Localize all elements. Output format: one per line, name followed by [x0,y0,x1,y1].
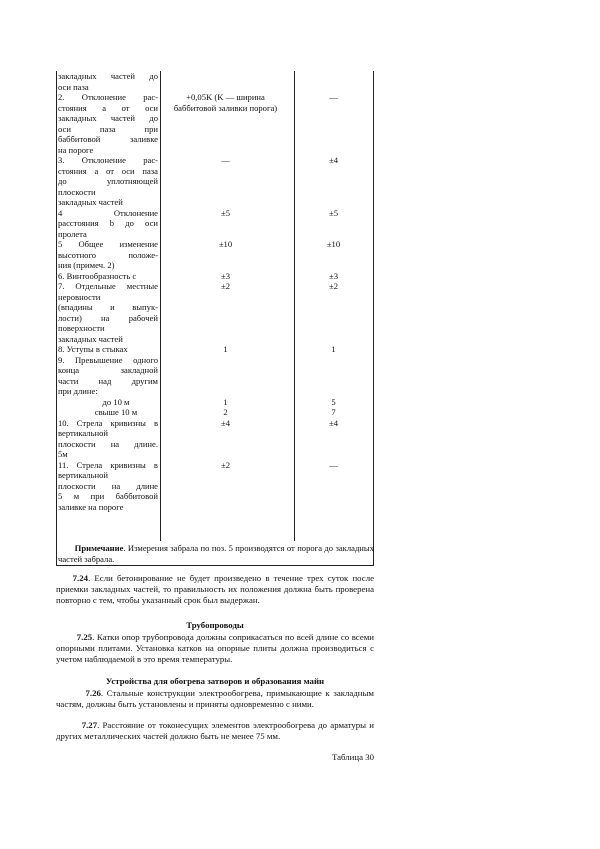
table-row-label [58,155,158,208]
label-line: плоскости [58,186,96,197]
table-row-value-1: ±5 [220,207,230,218]
table-row-label [58,208,158,240]
table-row-value-2: — [329,92,338,102]
label-line: закладных частей [58,333,123,344]
table-row-value-2: 1 [331,344,336,354]
table-row-value-2: — [329,459,338,470]
paragraph-text: . Катки опор трубопровода должны соприкасаться по всей длине со всеми опорными плитами. Установка катков на опорные плиты должна производиться с учетом наблюдаемой в это время температуры. [56,632,375,665]
label-line: 7. Отдельные местные [58,281,158,291]
table-row-value-1: — [221,155,230,165]
label-line: оси паза при [58,123,158,134]
paragraph-text: . Стальные конструкции электрообогрева, примыкающие к закладным частям, должны быть установлены и приняты одновременно с ними. [56,688,374,710]
paragraph-number: 7.24 [72,573,89,583]
table-row-value-1: ±4 [220,417,230,428]
paragraph-7-27 [56,720,374,742]
table-row-label [58,407,166,418]
table-row-value-1: +0,05K (K — ширина баббитовой заливки порога) [173,92,278,113]
label-line: 11. Стрела кривизны в [58,459,158,470]
table-row-value-2: ±4 [328,155,338,165]
table-row-label [58,460,158,513]
table-caption: Таблица 30 [331,752,374,762]
table-right-border [373,71,374,566]
label-line: пролета [58,228,87,239]
label-line: 5 Общее изменение [58,239,158,249]
label-line: расстояния b до оси [58,218,158,228]
label-line: до 10 м [102,396,130,407]
table-row-value-1: 1 [223,344,228,354]
label-line: (впадины и выпук- [58,302,158,312]
table-note-text: . Измерения забрала по поз. 5 производятся от порога до закладных частей забрала. [58,543,374,564]
paragraph-number: 7.25 [76,632,93,642]
section-heading-pipelines: Трубопроводы [186,620,244,630]
label-line: 6. Винтообразность с [58,270,137,281]
label-line: стояния а от оси паза [58,165,158,176]
label-line: 2. Отклонение рас- [58,92,158,102]
table-note-label: Примечание [74,543,124,553]
section-heading-heating-devices: Устройства для обогрева затворов и образования майн [105,676,325,686]
label-line: баббитовой заливке [58,134,158,144]
label-line: плоскости на длине [58,480,158,491]
label-line: 10. Стрела кривизны в [58,417,158,428]
label-line: 9. Превышение одного [58,354,158,365]
table-row-value-2: ±4 [328,417,338,428]
label-line: 8. Уступы в стыках [58,344,128,354]
table-row-label [58,397,166,408]
table-row-label [58,271,158,282]
table-row-label [58,344,158,355]
table-row-value-1: ±10 [218,239,233,249]
table-col-divider-2 [294,71,295,541]
table-row-value-2: ±10 [326,239,341,249]
label-line: 5м [58,449,68,459]
table-row-value-2: ±3 [328,270,338,281]
paragraph-text: . Если бетонирование не будет произведено в течение трех суток после приемки закладных частей, то правильность их положения должна быть проверена повторно с тем, чтобы указанный срок был выдержан. [56,573,374,606]
paragraph-7-25 [56,632,374,666]
table-row-value-1: ±3 [220,270,230,281]
label-line: высотного положе- [58,249,158,260]
label-line: закладных частей до [58,113,158,123]
paragraph-7-24 [56,573,374,607]
label-line: поверхности [58,323,105,333]
table-row-label [58,71,158,92]
table-row-value-2: 5 [331,396,336,407]
label-line: неровности [58,291,101,302]
label-line: вертикальной [58,470,108,480]
label-line: оси паза [58,81,89,92]
table-row-label [58,239,158,271]
table-row-value-2: ±5 [328,207,338,218]
label-line: лости) на рабочей [58,312,158,323]
label-line: 4 Отклонение [58,207,158,218]
table-row-value-1: 1 [223,396,228,407]
paragraph-text: . Расстояние от токонесущих элементов электрообогрева до арматуры и других металлических частей должно быть не менее 75 мм. [56,720,374,742]
table-bottom-border [56,565,374,566]
label-line: свыше 10 м [94,407,138,417]
table-col-divider-1 [160,71,161,541]
table-row-label [58,92,158,155]
table-row-label [58,355,158,397]
label-line: закладных частей до [58,71,158,81]
label-line: при длине: [58,386,98,396]
paragraph-number: 7.26 [85,688,101,698]
table-row-value-2: 7 [331,407,336,417]
table-row-label [58,418,158,460]
paragraph-number: 7.27 [81,720,98,730]
label-line: вертикальной [58,428,108,438]
label-line: плоскости на длине. [58,438,158,449]
label-line: части над другим [58,375,158,386]
table-row-label [58,281,158,344]
label-line: до уплотняющей [58,176,158,186]
label-line: конца закладной [58,365,158,375]
table-row-value-1: ±2 [220,459,230,470]
label-line: заливке на пороге [58,501,124,512]
paragraph-7-26 [56,688,374,710]
label-line: закладных частей [58,197,123,207]
label-line: ния (примеч. 2) [58,260,115,270]
label-line: 5 м при баббитовой [58,491,158,501]
label-line: стояния а от оси [58,102,158,113]
table-row-value-1: 2 [223,407,228,417]
table-row-value-1: ±2 [220,281,230,291]
tolerance-table [56,71,374,566]
table-left-border [56,71,57,566]
table-note [58,543,374,564]
table-row-value-2: ±2 [328,281,338,291]
label-line: 3. Отклонение рас- [58,155,158,165]
label-line: на пороге [58,144,94,155]
